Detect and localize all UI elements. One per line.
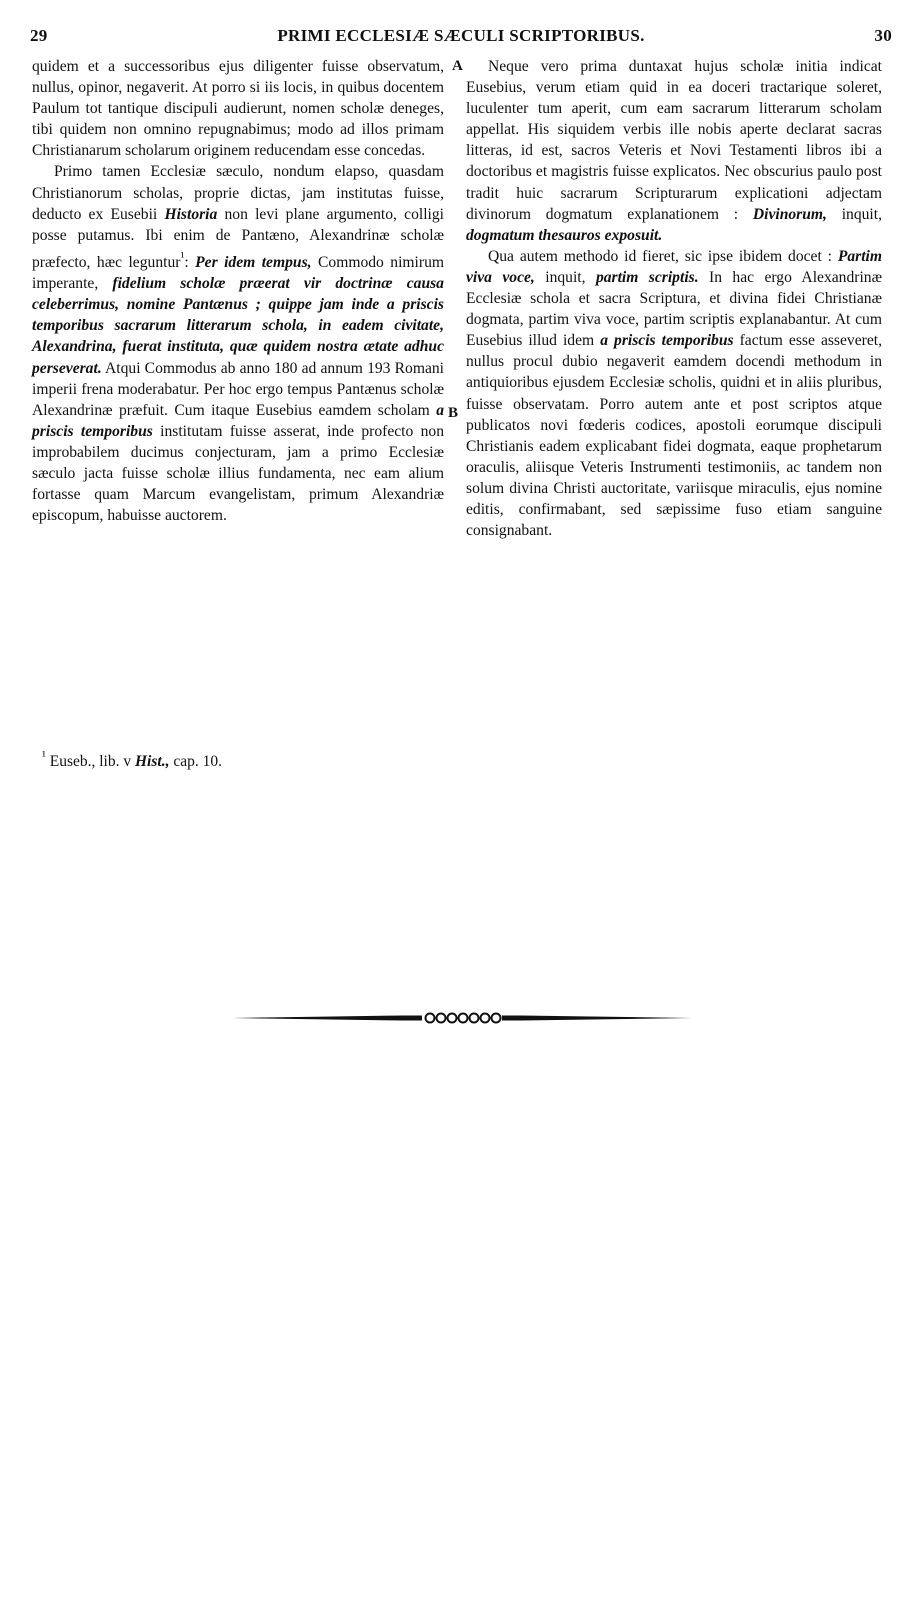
left-paragraph-1: quidem et a successoribus ejus diligenter fuisse observatum, nullus, opinor, negaverit. At porro si iis locis, in quibus docentem Paulum tot tantique discipuli audierunt, nomen scholæ deneges, tibi quidem non omnino repugnabimus; modo ad illos primam Christianarum scholarum originem reducendam esse concedas. [32, 58, 444, 160]
text-run: institutam fuisse asserat, inde profecto non improbabilem ducimus conjecturam, jam a primo Ecclesiæ sæculo jacta fuisse scholæ illius fundamenta, nec eam alium fortasse quam Marcum evangelistam, primum Alexandriæ episcopum, habuisse auctorem. [32, 422, 444, 525]
footnote-italic: Hist., [135, 753, 170, 771]
tailpiece-ornament [232, 1011, 692, 1025]
text-run: Qua autem methodo id fieret, sic ipse ibidem docet : [488, 247, 838, 265]
text-run: Primo tamen Ecclesiæ sæculo, nondum elapso, quasdam Christianorum scholas, proprie dictas, jam institutas fuisse, deducto ex Eusebii [32, 163, 444, 223]
italic-run: a priscis temporibus [600, 332, 734, 350]
margin-letter-b: B [448, 405, 459, 421]
page-header [30, 26, 892, 52]
text-run: inquit, [534, 268, 596, 286]
text-run: non levi plane argumento, colligi posse putamus. Ibi enim de Pantæno, Alexandrinæ scholæ præfecto, hæc leguntur [32, 205, 444, 272]
footnote-text: Euseb., lib. v [45, 753, 135, 771]
right-column [466, 56, 882, 541]
right-paragraph-2 [466, 246, 882, 541]
left-paragraph-2 [32, 161, 444, 526]
text-run: Atqui Commodus ab anno 180 ad annum 193 Romani imperii frena moderabatur. Per hoc ergo tempus Pantænus scholæ Alexandrinæ præfuit. Cum itaque Eusebius eamdem scholam [32, 359, 444, 419]
text-run: Commodo nimirum imperante, [32, 254, 444, 293]
italic-run: Divinorum, [752, 205, 827, 223]
text-run: inquit, [826, 205, 882, 223]
footnote [42, 748, 222, 771]
footnote-marker: ¹ [42, 748, 46, 763]
text-run: In hac ergo Alexandrinæ Ecclesiæ schola et sacra Scriptura, et divina fidei Christianæ dogmata, partim viva voce, partim scriptis explanabantur. At cum Eusebius illud idem [466, 268, 882, 350]
footnote-text: cap. 10. [169, 753, 222, 771]
margin-letter-a: A [452, 58, 463, 74]
italic-run: Partim viva voce, [466, 247, 882, 286]
italic-run: dogmatum thesauros exposuit. [466, 226, 663, 244]
text-run: Neque vero prima duntaxat hujus scholæ initia indicat Eusebius, verum etiam quid in ea doceri tractarique soleret, luculenter tum aperit, cum eam sacrarum litterarum scholam appellat. His siquidem verbis ille nobis aperte declarat sacras litteras, id est, sacros Veteris et Novi Testamenti libros ibi a doctoribus et magistris fuisse explicatos. Nec obscurius paulo post tradit huic sacrarum Scripturarum explicationi adjectam divinorum dogmatum explanationem : [466, 58, 882, 223]
page-number-right: 30 [874, 26, 892, 45]
footnote-ref: ¹ [180, 248, 185, 264]
italic-run: Per idem tempus, [195, 254, 312, 272]
italic-run: Historia [164, 205, 218, 223]
text-run: factum esse asseveret, nullus procul dubio negaverit eamdem docendi methodum in antiquioribus ejusdem Ecclesiæ scholis, quidni et in aliis pluribus, fuisse observatam. Porro autem ante et post scriptos atque publicatos novi fœderis codices, apostoli eorumque discipuli Christianis eadem explicabant fidei dogmata, eaque prophetarum oraculis, aliisque Veteris Instrumenti testimoniis, ac tandem non solum divina Christi auctoritate, variisque miraculis, ejus nomine editis, confirmabant, sed sæpissime fuso etiam sanguine consignabant. [466, 332, 882, 540]
italic-run: a priscis temporibus [32, 401, 444, 440]
left-column [32, 56, 444, 526]
page-number-left: 29 [30, 26, 48, 45]
italic-run: partim scriptis. [595, 268, 699, 286]
italic-quote: fidelium scholæ præerat vir doctrinæ causa celeberrimus, nomine Pantænus ; quippe jam inde a priscis temporibus sacrarum litterarum schola, in eadem civitate, Alexandrina, fuerat instituta, quæ quidem nostra ætate adhuc perseverat. [32, 275, 444, 377]
running-head: PRIMI ECCLESIÆ SÆCULI SCRIPTORIBUS. [277, 26, 645, 45]
right-paragraph-1 [466, 56, 882, 246]
text-run: : [184, 254, 196, 272]
